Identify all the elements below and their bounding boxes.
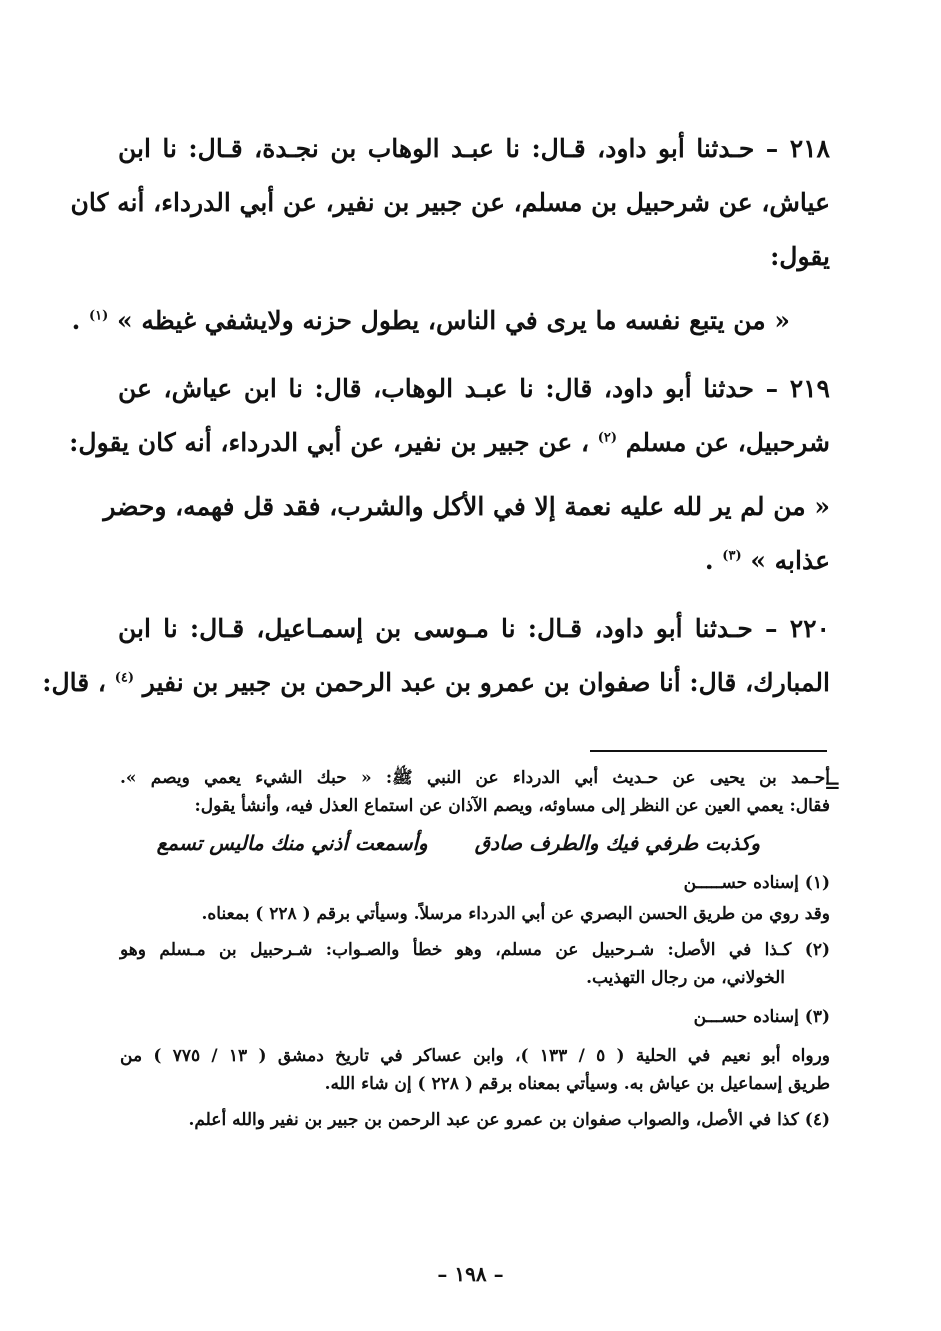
hadith-218-quote xyxy=(71,294,830,348)
footnote-separator xyxy=(590,750,827,752)
hadith-218-line-3: يقول: xyxy=(770,242,830,271)
footnote-1-heading: (١) إسناده حســـــن xyxy=(683,873,830,893)
footnote-2-line-1: (٢) كـذا في الأصل: شـرحبيل عن مسلم، وهو خطأ والصـواب: شـرحبيل بن مـسلم وهو xyxy=(120,940,830,960)
hadith-218-quote-end: . xyxy=(71,306,81,335)
hadith-219-line-1: ٢١٩ – حدثنا أبو داود، قال: نا عبـد الوهاب، قال: نا ابن عياش، عن xyxy=(118,374,830,403)
footnote-4-line-1: (٤) كذا في الأصل، والصواب صفوان بن عمرو عن عبد الرحمن بن جبير بن نفير والله أعلم. xyxy=(188,1110,830,1130)
footnote-ref-4: (٤) xyxy=(114,670,134,686)
footnote-continued-line-1: أحـمد بن يحيى عن حـديث أبي الدرداء عن النبي ﷺ: « حبك الشيء يعمي ويصم ». xyxy=(120,768,830,788)
footnotes xyxy=(120,764,830,1134)
footnote-3-line-1: ورواه أبو نعيم في الحلية ( ٥ / ١٣٣ )، وابن عساكر في تاريخ دمشق ( ١٣ / ٧٧٥ ) من xyxy=(120,1046,830,1066)
footnote-1-text: وقد روي من طريق الحسن البصري عن أبي الدرداء مرسلاً. وسيأتي برقم ( ٢٢٨ ) بمعناه. xyxy=(201,904,830,924)
footnote-3-heading: (٣) إسناده حســـن xyxy=(693,1007,830,1027)
poem-verse xyxy=(120,820,830,866)
footnote-continued-line-2: فقال: يعمي العين عن النظر إلى مساوئه، ويصم الآذان عن استماع العذل فيه، وأنشأ يقول: xyxy=(194,796,830,816)
hadith-220-line-1: ٢٢٠ – حـدثنا أبو داود، قـال: نا مـوسى بن إسمـاعيل، قـال: نا ابن xyxy=(118,614,830,643)
hadith-220-line-2-b: ، قال: xyxy=(42,668,106,697)
footnote-ref-2: (٢) xyxy=(597,430,618,446)
hadith-218-line-1: ٢١٨ – حـدثنا أبو داود، قـال: نا عبـد الوهاب بن نجـدة، قـال: نا ابن xyxy=(118,134,830,163)
footnote-ref-1: (١) xyxy=(89,308,109,324)
hadith-219-line-2-b: ، عن جبير بن نفير، عن أبي الدرداء، أنه كان يقول: xyxy=(69,428,590,457)
hadith-218-line-2: عياش، عن شرحبيل بن مسلم، عن جبير بن نفير، عن أبي الدرداء، أنه كان xyxy=(70,188,830,217)
footnote-3-line-2: طريق إسماعيل بن عياش به. وسيأتي بمعناه برقم ( ٢٢٨ ) إن شاء الله. xyxy=(324,1074,830,1094)
main-text xyxy=(42,122,830,710)
footnote-2-line-2: الخولاني، من رجال التهذيب. xyxy=(586,968,785,988)
hadith-218-quote-text: « من يتبع نفسه ما يرى في الناس، يطول حزنه ولايشفي غيظه » xyxy=(117,306,790,335)
hadith-219-quote-2 xyxy=(118,534,830,588)
poem-hemistich-left: وأسمعت أذني منك ماليس تسمع xyxy=(156,831,428,855)
continued-mark: = xyxy=(824,773,841,797)
hadith-219-line-2-a: شرحبيل، عن مسلم xyxy=(625,428,830,457)
hadith-220-line-2 xyxy=(42,656,830,710)
hadith-219-quote-2-text: عذابه » xyxy=(750,546,830,575)
hadith-219-quote-1: « من لم ير لله عليه نعمة إلا في الأكل والشرب، فقد قل فهمه، وحضر xyxy=(103,492,830,521)
footnote-ref-3: (٣) xyxy=(722,548,742,564)
page-number: – ١٩٨ – xyxy=(437,1262,504,1286)
hadith-219-quote-end: . xyxy=(704,546,714,575)
hadith-219-line-2 xyxy=(69,416,830,470)
poem-hemistich-right: وكذبت طرفي فيك والطرف صادق xyxy=(474,831,760,855)
hadith-220-line-2-a: المبارك، قال: أنا صفوان بن عمرو بن عبد الرحمن بن جبير بن نفير xyxy=(142,668,830,697)
